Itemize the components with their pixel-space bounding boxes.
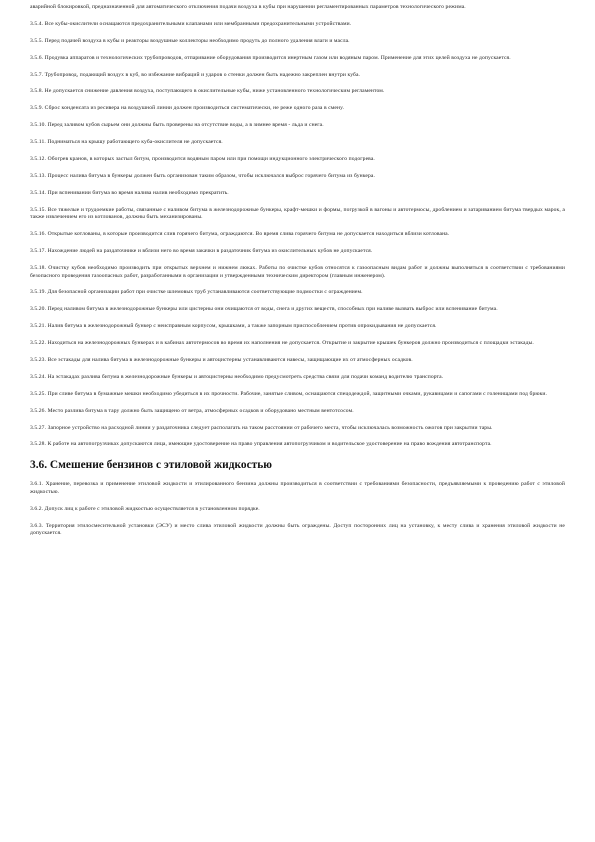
paragraph-3-5-23: 3.5.23. Все эстакады для налива битума в железнодорожные бункеры и автоцистерны устанавливаются навесы, защищающие их от атмосферных осадков. [30,357,413,363]
paragraph-3-5-16: 3.5.16. Открытые котлованы, в которые производится слив горячего битума, ограждаются. Во время слива горячего битума не допускается находиться вблизи котлована. [30,231,450,238]
paragraph-3-5-13: 3.5.13. Процесс налива битума в бункеры должен быть организован таким образом, чтобы исключался выброс горячего битума из бункера. [30,172,375,179]
paragraph-3-5-9: 3.5.9. Сброс конденсата из ресивера на воздушной линии должен производиться систематически, не реже одного раза в смену. [30,105,344,112]
paragraph-continuation: аварийной блокировкой, предназначенной для автоматического отключения подачи воздуха в кубы при нарушении регламентированных параметров технологического режима. [30,4,466,10]
paragraph-3-5-21: 3.5.21. Налив битума в железнодорожный бункер с неисправным корпусом, крышками, а также запорным приспособлением против опрокидывания не допускается. [30,323,437,330]
paragraph-3-6-1: 3.6.1. Хранение, перевозка и применение этиловой жидкости и этилированного бензина должны производиться в соответствии с требованиями безопасности, предъявляемыми к проведению работ с этиловой жидкостью. [30,481,565,495]
paragraph-3-6-2: 3.6.2. Допуск лиц к работе с этиловой жидкостью осуществляется в установленном порядке. [30,505,260,512]
paragraph-3-5-22: 3.5.22. Находиться на железнодорожных бункерах и в кабинах автотермосов во время их наполнения не допускается. Открытие и закрытие крышек бункеров должно производиться с площадки эстакады. [30,340,534,347]
paragraph-3-5-12: 3.5.12. Обогрев кранов, в которых застыл битум, производится водяным паром или при помощи индукционного электрического подогрева. [30,156,375,163]
paragraph-3-5-8: 3.5.8. Не допускается снижение давления воздуха, поступающего в окислительные кубы, ниже установленного технологическим регламентом. [30,88,385,95]
paragraph-3-5-17: 3.5.17. Нахождение людей на раздаточнике и вблизи него во время закачки в раздаточник битума из окислительных кубов не допускается. [30,248,373,255]
paragraph-3-5-15: 3.5.15. Все тяжелые и трудоемкие работы, связанные с наливом битума в железнодорожные бункеры, крафт-мешки и формы, погрузкой в вагоны и автотермосы, дроблением и затариванием битума твердых марок, а также извлечением его из котлованов, должны быть механизированы. [30,206,565,221]
paragraph-3-5-25: 3.5.25. При сливе битума в бумажные мешки необходимо убедиться в их прочности. Рабочие, занятые сливом, оснащаются спецодеждой, защитными очками, рукавицами и сапогами с голенищами под брюки. [30,390,548,397]
paragraph-3-5-14: 3.5.14. При вспенивании битума во время налива налив необходимо прекратить. [30,189,229,196]
paragraph-3-5-27: 3.5.27. Запорное устройство на расходной линии у раздаточника следует располагать на таком расстоянии от рабочего места, чтобы исключалась возможность ожогов при закрытии тары. [30,424,493,431]
paragraph-3-5-7: 3.5.7. Трубопровод, подающий воздух в куб, во избежание вибраций и ударов о стенки должен быть надежно закреплен внутри куба. [30,71,361,78]
paragraph-3-5-6: 3.5.6. Продувка аппаратов и технологических трубопроводов, отпаривание оборудования производится инертным газом или водяным паром. Применение для этих целей воздуха не допускается. [30,54,511,61]
paragraph-3-5-11: 3.5.11. Подниматься на крышу работающего куба-окислителя не допускается. [30,139,223,146]
paragraph-3-5-4: 3.5.4. Все кубы-окислители оснащаются предохранительными клапанами или мембранными предохранительными устройствами. [30,20,352,27]
paragraph-3-5-26: 3.5.26. Место разлива битума в тару должно быть защищено от ветра, атмосферных осадков и оборудовано местным вентотсосом. [30,407,354,414]
paragraph-3-6-3: 3.6.3. Территория этилосмесительной установки (ЭСУ) и место слива этиловой жидкости должны быть ограждены. Доступ посторонних лиц на установку, к месту слива и хранения этиловой жидкости не допускается. [30,522,565,537]
paragraph-3-5-5: 3.5.5. Перед подачей воздуха в кубы и реакторы воздушные коллекторы необходимо продуть до полного удаления влаги и масла. [30,37,350,44]
paragraph-3-5-20: 3.5.20. Перед наливом битума в железнодорожные бункеры или цистерны они очищаются от воды, снега и других веществ, способных при наливе вызвать выброс или вспенивание битума. [30,306,498,313]
paragraph-3-5-28: 3.5.28. К работе на автопогрузчиках допускаются лица, имеющие удостоверение на право управления автопогрузчиком и водительское удостоверение на право вождения автотранспорта. [30,441,492,448]
paragraph-3-5-24: 3.5.24. На эстакадах разлива битума в железнодорожные бункеры и автоцистерны необходимо предусмотреть средства связи для подачи команд водителю транспорта. [30,373,444,380]
paragraph-3-5-19: 3.5.19. Для безопасной организации работ при очистке шлемовых труб устанавливаются соответствующие подмостки с ограждением. [30,289,363,296]
paragraph-3-5-18: 3.5.18. Очистку кубов необходимо производить при открытых верхнем и нижнем люках. Работы по очистке кубов относятся к газоопасным видам работ и должны выполняться в соответствии с требованиями безопасного проведения газоопасных работ, разработанными в организации и утвержденными техническим директором (главным инженером). [30,264,565,279]
paragraph-3-5-10: 3.5.10. Перед заливом кубов сырьем они должны быть проверены на отсутствие воды, а в зимнее время - льда и снега. [30,122,324,129]
section-heading-3-6: 3.6. Смешение бензинов с этиловой жидкостью [30,459,272,472]
